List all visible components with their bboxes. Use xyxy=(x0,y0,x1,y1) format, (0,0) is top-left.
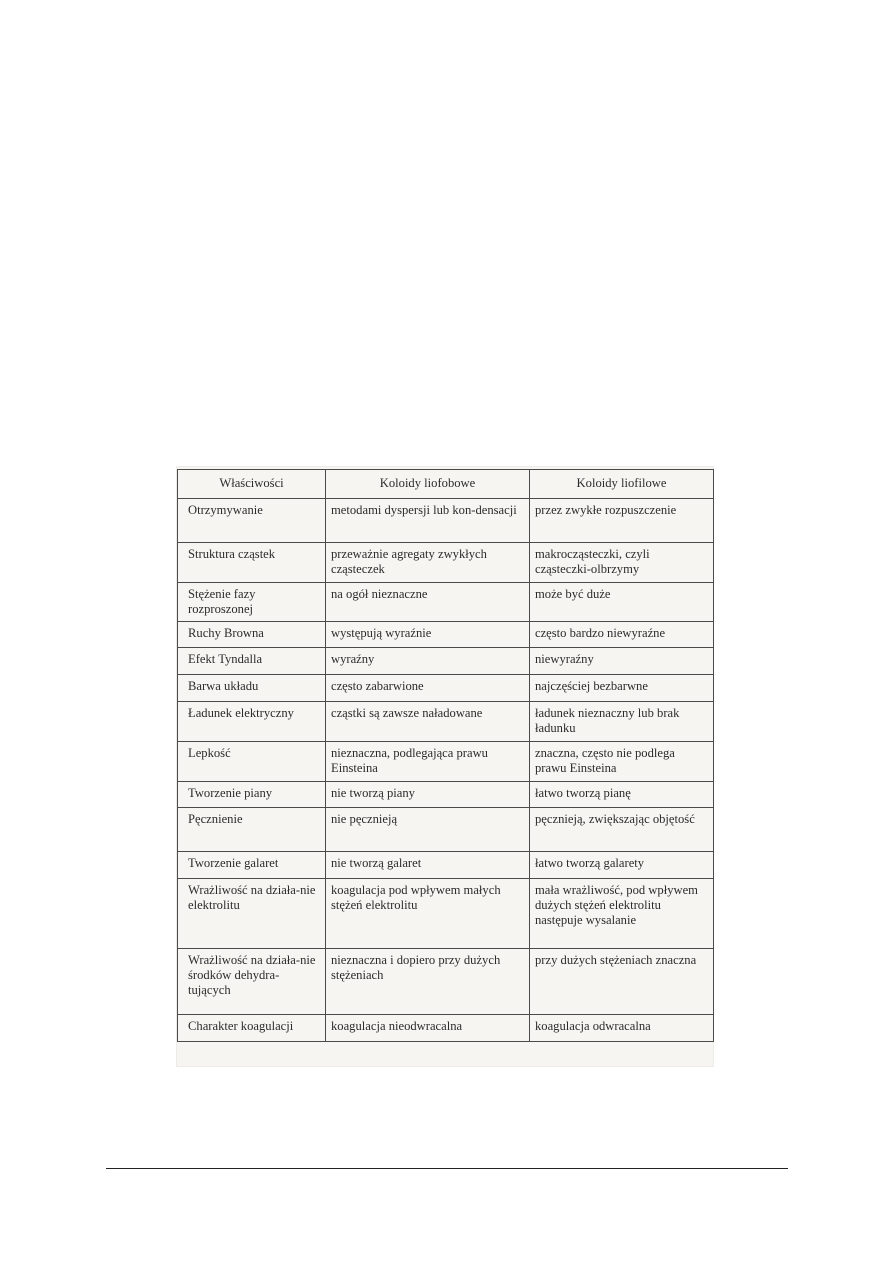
lyophobic-cell: koagulacja pod wpływem małych stężeń elektrolitu xyxy=(326,879,530,949)
lyophilic-cell: pęcznieją, zwiększając objętość xyxy=(530,808,714,852)
property-cell: Barwa układu xyxy=(178,675,326,702)
lyophilic-cell: łatwo tworzą galarety xyxy=(530,852,714,879)
table-row xyxy=(178,742,714,782)
lyophobic-cell: nieznaczna i dopiero przy dużych stężeniach xyxy=(326,949,530,1015)
property-cell: Ładunek elektryczny xyxy=(178,702,326,742)
lyophilic-cell: przy dużych stężeniach znaczna xyxy=(530,949,714,1015)
table-row xyxy=(178,852,714,879)
lyophobic-cell: metodami dyspersji lub kon-densacji xyxy=(326,499,530,543)
lyophilic-cell: makrocząsteczki, czyli cząsteczki-olbrzymy xyxy=(530,543,714,583)
lyophilic-cell: niewyraźny xyxy=(530,648,714,675)
table-row xyxy=(178,879,714,949)
lyophilic-cell: łatwo tworzą pianę xyxy=(530,782,714,808)
colloid-properties-table xyxy=(177,469,714,1042)
property-cell: Struktura cząstek xyxy=(178,543,326,583)
property-cell: Wrażliwość na działa-nie środków dehydra-tujących xyxy=(178,949,326,1015)
lyophobic-cell: nie pęcznieją xyxy=(326,808,530,852)
header-lyophilic: Koloidy liofilowe xyxy=(530,470,714,499)
table-row xyxy=(178,622,714,648)
table-row xyxy=(178,648,714,675)
property-cell: Efekt Tyndalla xyxy=(178,648,326,675)
lyophilic-cell: mała wrażliwość, pod wpływem dużych stężeń elektrolitu następuje wysalanie xyxy=(530,879,714,949)
property-cell: Wrażliwość na działa-nie elektrolitu xyxy=(178,879,326,949)
property-cell: Ruchy Browna xyxy=(178,622,326,648)
property-cell: Pęcznienie xyxy=(178,808,326,852)
property-cell: Charakter koagulacji xyxy=(178,1015,326,1042)
table-row xyxy=(178,782,714,808)
lyophilic-cell: koagulacja odwracalna xyxy=(530,1015,714,1042)
lyophobic-cell: nie tworzą galaret xyxy=(326,852,530,879)
property-cell: Otrzymywanie xyxy=(178,499,326,543)
table-header-row xyxy=(178,470,714,499)
table-row xyxy=(178,675,714,702)
footer-divider xyxy=(106,1168,788,1169)
property-cell: Stężenie fazy rozproszonej xyxy=(178,583,326,622)
header-lyophobic: Koloidy liofobowe xyxy=(326,470,530,499)
table-row xyxy=(178,499,714,543)
table-row xyxy=(178,543,714,583)
lyophobic-cell: wyraźny xyxy=(326,648,530,675)
table-row xyxy=(178,808,714,852)
lyophilic-cell: ładunek nieznaczny lub brak ładunku xyxy=(530,702,714,742)
lyophilic-cell: znaczna, często nie podlega prawu Einsteina xyxy=(530,742,714,782)
property-cell: Tworzenie piany xyxy=(178,782,326,808)
lyophilic-cell: najczęściej bezbarwne xyxy=(530,675,714,702)
lyophilic-cell: przez zwykłe rozpuszczenie xyxy=(530,499,714,543)
table-row xyxy=(178,702,714,742)
lyophobic-cell: nie tworzą piany xyxy=(326,782,530,808)
lyophobic-cell: przeważnie agregaty zwykłych cząsteczek xyxy=(326,543,530,583)
lyophobic-cell: występują wyraźnie xyxy=(326,622,530,648)
table-row xyxy=(178,949,714,1015)
table-row xyxy=(178,1015,714,1042)
lyophobic-cell: na ogół nieznaczne xyxy=(326,583,530,622)
property-cell: Tworzenie galaret xyxy=(178,852,326,879)
header-properties: Właściwości xyxy=(178,470,326,499)
lyophilic-cell: często bardzo niewyraźne xyxy=(530,622,714,648)
property-cell: Lepkość xyxy=(178,742,326,782)
lyophobic-cell: koagulacja nieodwracalna xyxy=(326,1015,530,1042)
table-row xyxy=(178,583,714,622)
lyophobic-cell: często zabarwione xyxy=(326,675,530,702)
lyophilic-cell: może być duże xyxy=(530,583,714,622)
lyophobic-cell: nieznaczna, podlegająca prawu Einsteina xyxy=(326,742,530,782)
lyophobic-cell: cząstki są zawsze naładowane xyxy=(326,702,530,742)
